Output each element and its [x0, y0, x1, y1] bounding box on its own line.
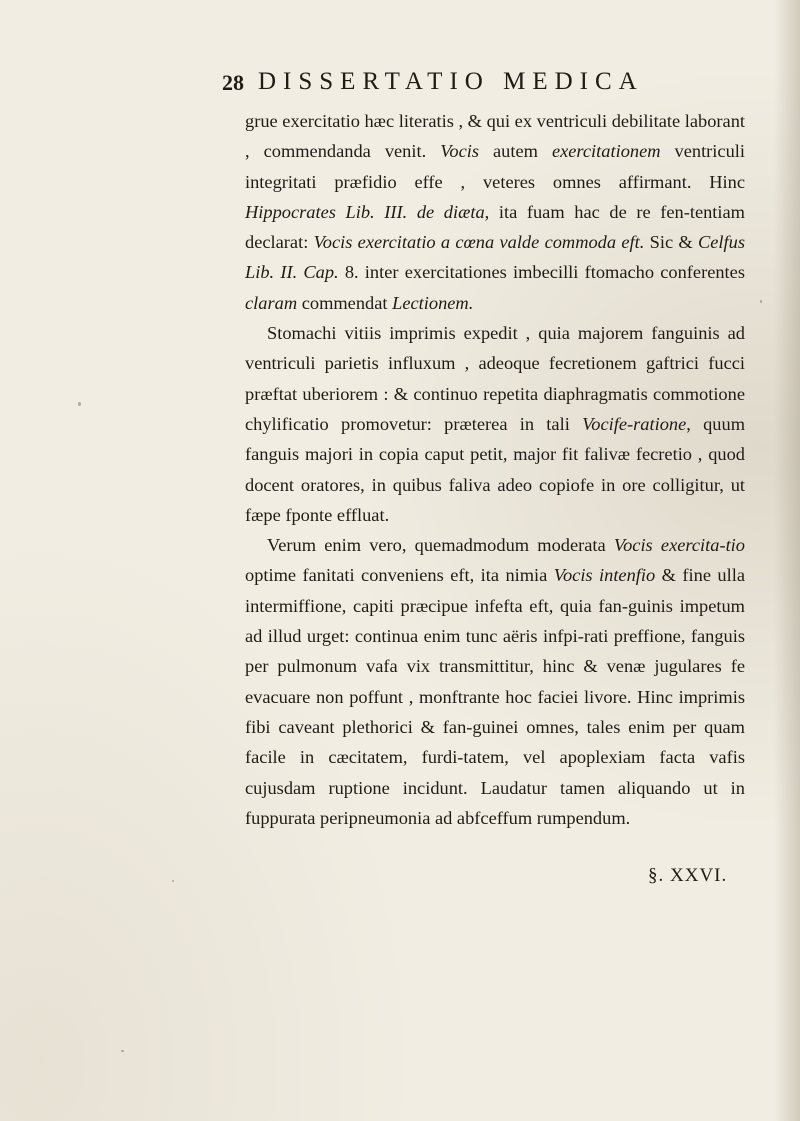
text-run: , quum fanguis majori in copia caput petit, major fit falivæ fecretio , quod docent oratores, in quibus faliva adeo copiofe in ore colligitur, ut fæpe fponte effluat. — [245, 413, 745, 525]
text-run: ventriculi integritati præfidio effe , veteres omnes affirmant. Hinc — [245, 141, 745, 192]
italic-run: Vocife-ratione — [582, 413, 687, 434]
italic-run: Vocis exercita-tio — [613, 535, 745, 556]
text-run: commendat — [297, 292, 393, 313]
text-run: Stomachi vitiis imprimis expedit , quia majorem fanguinis ad ventriculi parietis influxum , adeoque fecretionem gaftrici fucci præftat uberiorem : & continuo repetita diaphragmatis commotione chylificatio promovetur: præterea in tali — [245, 323, 745, 434]
paragraph-3 — [245, 530, 745, 833]
page-edge-shadow — [774, 0, 800, 1121]
text-run: , ita fuam hac de re fen-tentiam declarat: — [245, 201, 745, 253]
italic-run: Vocis intenfio — [553, 565, 656, 586]
running-title: DISSERTATIO MEDICA — [258, 68, 644, 95]
text-run: optime fanitati conveniens eft, ita nimia — [245, 565, 554, 586]
text-run: & fine ulla intermiffione, capiti præcipue infefta eft, quia fan-guinis impetum ad illud urget: continua enim tunc aëris infpi-rati preffione, fanguis per pulmonum vafa vix transmittitur, hinc & venæ jugulares fe evacuare non poffunt , monftrante hoc faciei livore. Hinc imprimis fibi caveant plethorici & fan-guinei omnes, tales enim per quam facile in cæcitatem, furdi-tatem, vel apoplexiam facta vafis cujusdam ruptione incidunt. Laudatur tamen aliquando ut in fuppurata peripneumonia ad abfceffum rumpendum. — [245, 565, 745, 828]
paper-speck — [760, 300, 762, 303]
text-run: Verum enim vero, quemadmodum moderata — [267, 535, 614, 556]
italic-run: Vocis exercitatio a cœna valde commoda eft. — [313, 232, 645, 253]
section-mark: §. XXVI. — [648, 865, 728, 886]
text-run: autem — [479, 141, 552, 162]
paragraph-1 — [245, 106, 745, 318]
paper-speck — [78, 402, 81, 406]
italic-run: exercitationem — [551, 141, 661, 162]
paper-speck — [172, 880, 174, 882]
main-text — [245, 106, 745, 833]
italic-run: Vocis — [440, 141, 480, 162]
italic-run: claram — [245, 292, 298, 313]
page-number: 28 — [222, 70, 244, 95]
italic-run: Hippocrates Lib. III. de diæta — [245, 201, 485, 222]
paper-speck — [121, 1050, 124, 1052]
text-run: 8. inter exercitationes imbecilli ftomacho conferentes — [338, 262, 745, 283]
paragraph-2 — [245, 318, 745, 530]
italic-run: Celfus Lib. II. Cap. — [245, 232, 745, 283]
text-run: grue exercitatio hæc literatis , & qui ex ventriculi debilitate laborant , commendanda venit. — [245, 111, 745, 162]
text-run: Sic & — [644, 232, 698, 253]
italic-run: Lectionem. — [392, 292, 474, 313]
